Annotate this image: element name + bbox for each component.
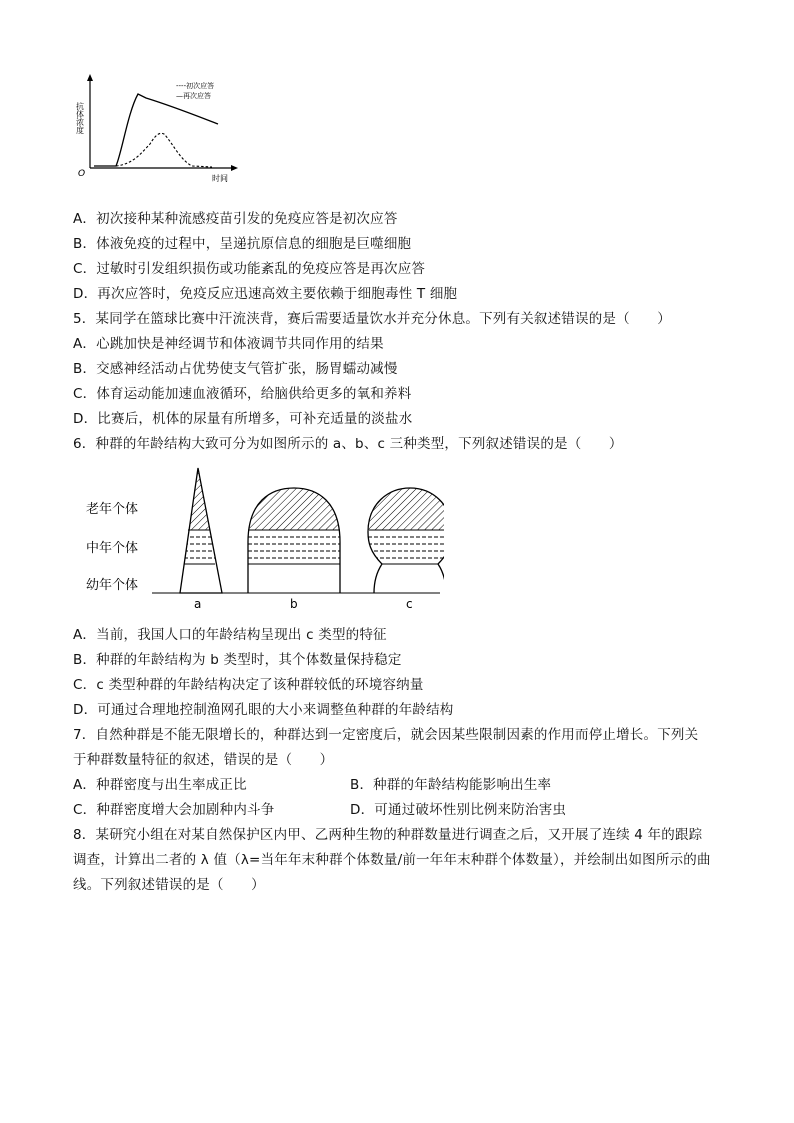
q5-option-d: D．比赛后，机体的尿量有所增多，可补充适量的淡盐水 (73, 411, 413, 427)
q6-option-b: B．种群的年龄结构为 b 类型时，其个体数量保持稳定 (73, 652, 402, 668)
q7-option-b: B．种群的年龄结构能影响出生率 (350, 777, 552, 793)
row-label-old: 老年个体 (86, 502, 139, 517)
x-axis-arrow (231, 165, 238, 171)
primary-response-curve (116, 133, 212, 167)
antibody-response-figure (72, 72, 242, 184)
q8-stem-line3: 线。下列叙述错误的是（ ） (73, 877, 265, 893)
q7-stem-line1: 7．自然种群是不能无限增长的，种群达到一定密度后，就会因某些限制因素的作用而停止增长。下列关 (73, 727, 699, 743)
q7-stem-line2: 于种群数量特征的叙述，错误的是（ ） (73, 752, 334, 768)
y-axis-label: 抗体浓度 (75, 102, 85, 134)
y-axis-arrow (87, 74, 93, 81)
q4-option-a: A．初次接种某种流感疫苗引发的免疫应答是初次应答 (73, 211, 398, 227)
q4-option-b: B．体液免疫的过程中，呈递抗原信息的细胞是巨噬细胞 (73, 236, 412, 252)
q4-option-d: D．再次应答时，免疫反应迅速高效主要依赖于细胞毒性 T 细胞 (73, 286, 458, 302)
q7-option-c: C．种群密度增大会加剧种内斗争 (73, 802, 275, 818)
secondary-response-curve (94, 94, 218, 166)
row-label-young: 幼年个体 (86, 578, 139, 593)
legend-primary: ----初次应答 (176, 82, 215, 90)
q6-option-d: D．可通过合理地控制渔网孔眼的大小来调整鱼种群的年龄结构 (73, 702, 454, 718)
x-axis-label: 时间 (212, 174, 228, 183)
q7-option-a: A．种群密度与出生率成正比 (73, 777, 247, 793)
q6-option-c: C．c 类型种群的年龄结构决定了该种群较低的环境容纳量 (73, 677, 424, 693)
pyramid-b (242, 482, 346, 564)
q5-option-a: A．心跳加快是神经调节和体液调节共同作用的结果 (73, 336, 384, 352)
legend-secondary: —再次应答 (176, 92, 211, 100)
pyramid-a (172, 468, 232, 564)
col-label-a: a (194, 597, 202, 611)
q6-stem: 6．种群的年龄结构大致可分为如图所示的 a、b、c 三种类型，下列叙述错误的是（ ） (73, 436, 623, 452)
q5-option-c: C．体育运动能加速血液循环，给脑供给更多的氧和养料 (73, 386, 412, 402)
q8-stem-line2: 调查，计算出二者的 λ 值（λ=当年年末种群个体数量/前一年年末种群个体数量），并绘制出如图所示的曲 (73, 852, 711, 868)
col-label-b: b (290, 597, 298, 611)
q4-option-c: C．过敏时引发组织损伤或功能紊乱的免疫应答是再次应答 (73, 261, 426, 277)
q6-option-a: A．当前，我国人口的年龄结构呈现出 c 类型的特征 (73, 627, 387, 643)
age-structure-figure (82, 462, 444, 612)
q5-option-b: B．交感神经活动占优势使支气管扩张，肠胃蠕动减慢 (73, 361, 398, 377)
q5-stem: 5．某同学在篮球比赛中汗流浃背，赛后需要适量饮水并充分休息。下列有关叙述错误的是（ ） (73, 311, 671, 327)
q8-stem-line1: 8．某研究小组在对某自然保护区内甲、乙两种生物的种群数量进行调查之后，又开展了连续 4 年的跟踪 (73, 827, 703, 843)
q7-option-d: D．可通过破坏性别比例来防治害虫 (350, 802, 567, 818)
row-label-middle: 中年个体 (86, 541, 139, 556)
origin-label: O (78, 169, 86, 179)
col-label-c: c (406, 597, 413, 611)
